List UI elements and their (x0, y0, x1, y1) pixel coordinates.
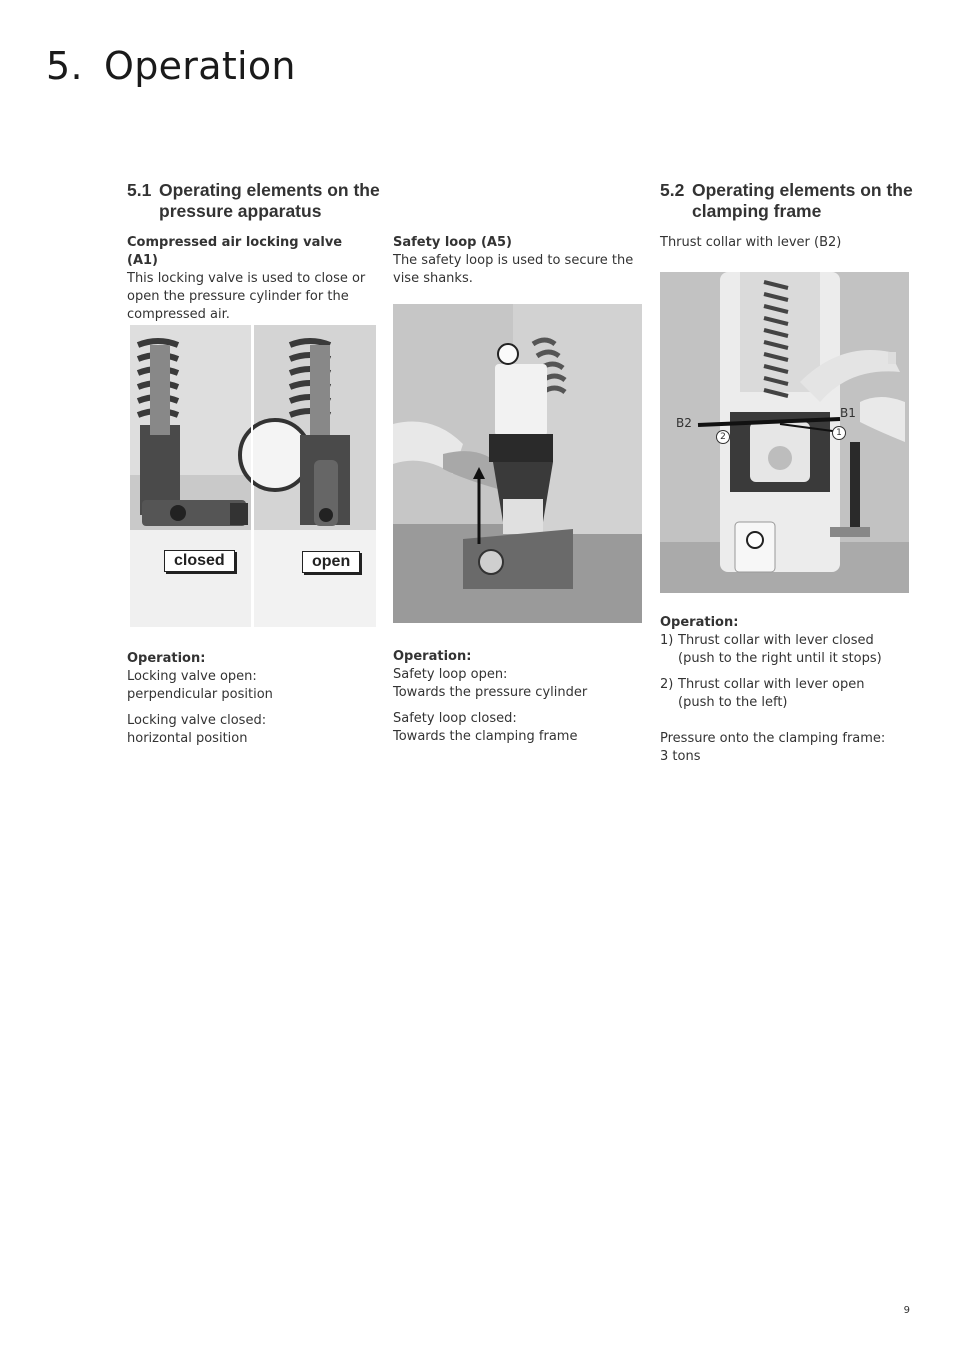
callout-circle-2: 2 (716, 430, 730, 444)
operation-step (660, 676, 920, 712)
operation-line: Towards the pressure cylinder (393, 685, 588, 700)
step-line: Thrust collar with lever open (678, 677, 865, 692)
safety-loop-illustration (393, 304, 642, 623)
section-number: 5.1 (127, 180, 152, 200)
safety-loop-heading: Safety loop (A5) (393, 235, 512, 250)
callout-b2: B2 (676, 416, 692, 430)
clamping-frame-illustration (660, 272, 909, 593)
step-line: Thrust collar with lever closed (678, 633, 874, 648)
valve-heading: Compressed air locking valve (A1) (127, 235, 343, 268)
operation-heading: Operation: (393, 649, 472, 664)
pressure-line: Pressure onto the clamping frame: (660, 731, 886, 746)
step-index: 1) (660, 633, 674, 648)
valve-body-line: This locking valve is used to close or (127, 271, 366, 286)
section-5-2-heading (660, 180, 913, 222)
valve-photo-illustration (130, 325, 376, 627)
safety-loop-body-line: vise shanks. (393, 271, 473, 286)
valve-open-label: open (302, 551, 360, 573)
section-title-line2: pressure apparatus (159, 201, 322, 221)
step-line: (push to the left) (678, 695, 788, 710)
operation-line: Safety loop closed: (393, 711, 517, 726)
step-index: 2) (660, 677, 674, 692)
safety-loop-photo (393, 304, 642, 623)
valve-body-line: open the pressure cylinder for the (127, 289, 349, 304)
clamping-frame-operation (660, 614, 920, 766)
operation-line: Locking valve closed: (127, 713, 267, 728)
chapter-title (46, 44, 296, 88)
operation-line: Locking valve open: (127, 669, 257, 684)
operation-line: horizontal position (127, 731, 248, 746)
valve-closed-label: closed (164, 550, 235, 572)
section-number: 5.2 (660, 180, 685, 200)
valve-description (127, 234, 377, 324)
operation-steps (660, 632, 920, 712)
operation-line: perpendicular position (127, 687, 273, 702)
section-title-line2: clamping frame (692, 201, 822, 221)
section-5-2-intro: Thrust collar with lever (B2) (660, 235, 842, 250)
callout-b1: B1 (840, 406, 856, 420)
operation-heading: Operation: (660, 615, 739, 630)
operation-line: Safety loop open: (393, 667, 508, 682)
page-number: 9 (903, 1305, 910, 1316)
section-5-1-heading (127, 180, 380, 222)
clamping-frame-photo (660, 272, 909, 593)
pressure-line: 3 tons (660, 749, 701, 764)
valve-photo (130, 325, 376, 627)
callout-circle-1: 1 (832, 426, 846, 440)
safety-loop-body-line: The safety loop is used to secure the (393, 253, 634, 268)
safety-loop-operation (393, 648, 643, 754)
operation-step (660, 632, 920, 668)
section-title-line1: Operating elements on the (159, 180, 380, 200)
section-title-line1: Operating elements on the (692, 180, 913, 200)
step-line: (push to the right until it stops) (678, 651, 882, 666)
chapter-number: 5. (46, 44, 83, 88)
safety-loop-description (393, 234, 643, 288)
operation-heading: Operation: (127, 651, 206, 666)
chapter-title-text: Operation (104, 44, 296, 88)
valve-body-line: compressed air. (127, 307, 230, 322)
valve-operation (127, 650, 377, 756)
operation-line: Towards the clamping frame (393, 729, 578, 744)
